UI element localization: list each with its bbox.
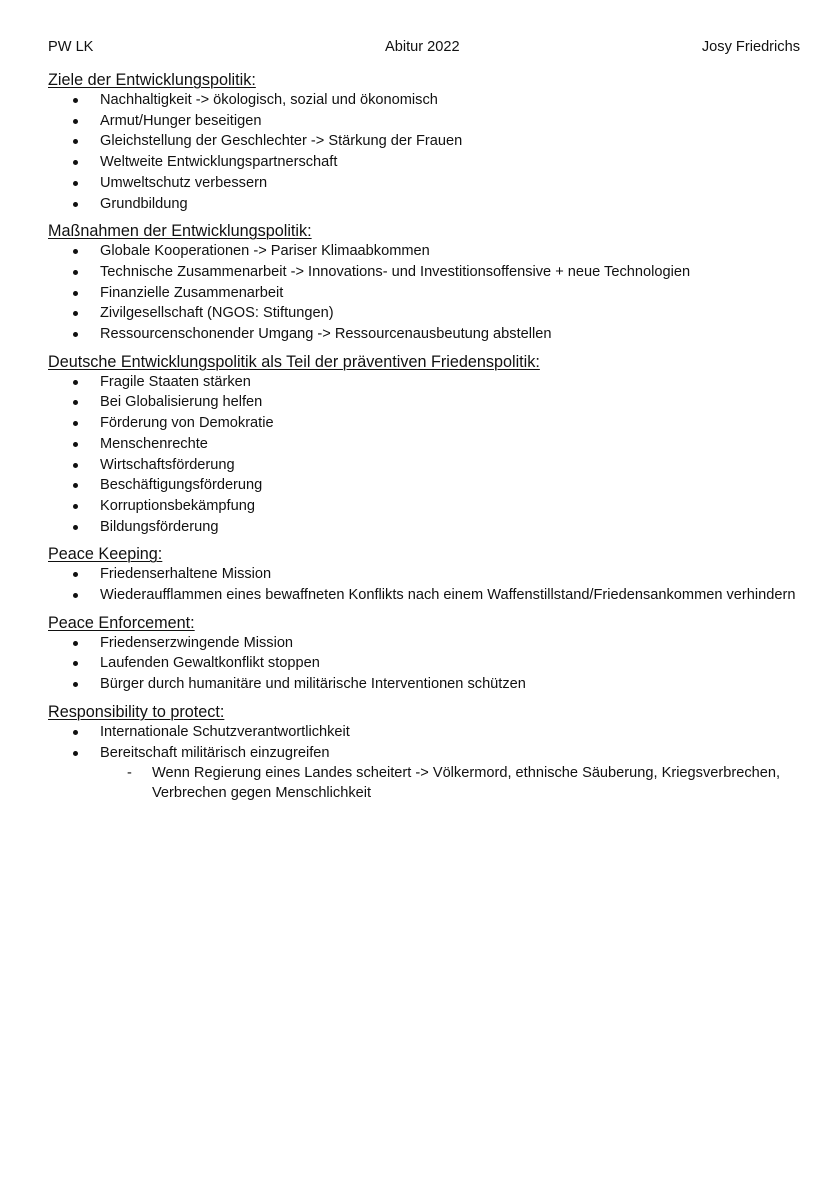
- list-item: Gleichstellung der Geschlechter -> Stärkung der Frauen: [48, 131, 800, 152]
- section-peace-keeping: [48, 544, 800, 605]
- bullet-icon: [73, 139, 78, 144]
- bullet-icon: [73, 593, 78, 598]
- section-deutsche-entwicklungspolitik: [48, 352, 800, 538]
- bullet-list: [48, 372, 800, 538]
- bullet-icon: [73, 98, 78, 103]
- bullet-icon: [73, 181, 78, 186]
- bullet-icon: [73, 291, 78, 296]
- bullet-icon: [73, 751, 78, 756]
- list-item: Bereitschaft militärisch einzugreifen - Wenn Regierung eines Landes scheitert -> Völkermord, ethnische Säuberung, Kriegsverbrechen, Verbrechen gegen Menschlichkeit: [48, 743, 800, 804]
- list-item: Wirtschaftsförderung: [48, 455, 800, 476]
- section-responsibility-to-protect: [48, 702, 800, 803]
- bullet-list: [48, 90, 800, 214]
- list-item: Weltweite Entwicklungspartnerschaft: [48, 152, 800, 173]
- bullet-icon: [73, 311, 78, 316]
- list-item: Förderung von Demokratie: [48, 413, 800, 434]
- bullet-icon: [73, 682, 78, 687]
- bullet-icon: [73, 504, 78, 509]
- bullet-list: [48, 633, 800, 695]
- list-item: Bürger durch humanitäre und militärische Interventionen schützen: [48, 674, 800, 695]
- bullet-icon: [73, 332, 78, 337]
- bullet-icon: [73, 442, 78, 447]
- bullet-icon: [73, 572, 78, 577]
- list-item: Ressourcenschonender Umgang -> Ressourcenausbeutung abstellen: [48, 324, 800, 345]
- list-item: Fragile Staaten stärken: [48, 372, 800, 393]
- bullet-icon: [73, 463, 78, 468]
- list-item: Armut/Hunger beseitigen: [48, 111, 800, 132]
- list-item: Laufenden Gewaltkonflikt stoppen: [48, 653, 800, 674]
- bullet-icon: [73, 202, 78, 207]
- list-item: Zivilgesellschaft (NGOS: Stiftungen): [48, 303, 800, 324]
- bullet-icon: [73, 421, 78, 426]
- list-item: Wiederaufflammen eines bewaffneten Konflikts nach einem Waffenstillstand/Friedensankommen verhindern: [48, 585, 800, 606]
- section-heading: Maßnahmen der Entwicklungspolitik:: [48, 222, 312, 241]
- bullet-list: [48, 722, 800, 803]
- bullet-icon: [73, 119, 78, 124]
- bullet-icon: [73, 641, 78, 646]
- list-item: Friedenserhaltene Mission: [48, 564, 800, 585]
- list-item: Bei Globalisierung helfen: [48, 392, 800, 413]
- list-item: Grundbildung: [48, 194, 800, 215]
- bullet-list: [48, 241, 800, 345]
- list-item: Nachhaltigkeit -> ökologisch, sozial und ökonomisch: [48, 90, 800, 111]
- list-item: Finanzielle Zusammenarbeit: [48, 283, 800, 304]
- section-heading: Responsibility to protect:: [48, 702, 225, 721]
- section-heading: Peace Keeping:: [48, 545, 163, 564]
- bullet-icon: [73, 400, 78, 405]
- list-item: Menschenrechte: [48, 434, 800, 455]
- sub-list: [100, 763, 800, 803]
- list-item: Umweltschutz verbessern: [48, 173, 800, 194]
- bullet-icon: [73, 730, 78, 735]
- list-item: Bildungsförderung: [48, 517, 800, 538]
- section-heading: Deutsche Entwicklungspolitik als Teil der präventiven Friedenspolitik:: [48, 352, 540, 371]
- list-item: Beschäftigungsförderung: [48, 475, 800, 496]
- bullet-icon: [73, 483, 78, 488]
- sub-list-item: - Wenn Regierung eines Landes scheitert -> Völkermord, ethnische Säuberung, Kriegsverbrechen, Verbrechen gegen Menschlichkeit: [127, 765, 781, 802]
- bullet-icon: [73, 525, 78, 530]
- dash-icon: -: [127, 765, 132, 782]
- list-item: Korruptionsbekämpfung: [48, 496, 800, 517]
- header-exam: Abitur 2022: [385, 39, 460, 55]
- section-massnahmen: [48, 221, 800, 345]
- bullet-icon: [73, 249, 78, 254]
- list-item: Globale Kooperationen -> Pariser Klimaabkommen: [48, 241, 800, 262]
- section-ziele: [48, 70, 800, 214]
- list-item: Internationale Schutzverantwortlichkeit: [48, 722, 800, 743]
- bullet-icon: [73, 270, 78, 275]
- list-item: Technische Zusammenarbeit -> Innovations- und Investitionsoffensive + neue Technologien: [48, 262, 800, 283]
- document-body: [48, 70, 800, 810]
- section-heading: Peace Enforcement:: [48, 613, 195, 632]
- header-course: PW LK: [48, 39, 94, 55]
- page-header: [48, 37, 800, 59]
- bullet-icon: [73, 160, 78, 165]
- list-item: Friedenserzwingende Mission: [48, 633, 800, 654]
- section-peace-enforcement: [48, 613, 800, 695]
- section-heading: Ziele der Entwicklungspolitik:: [48, 71, 256, 89]
- bullet-list: [48, 564, 800, 605]
- header-author: Josy Friedrichs: [701, 39, 800, 55]
- bullet-icon: [73, 380, 78, 385]
- bullet-icon: [73, 661, 78, 666]
